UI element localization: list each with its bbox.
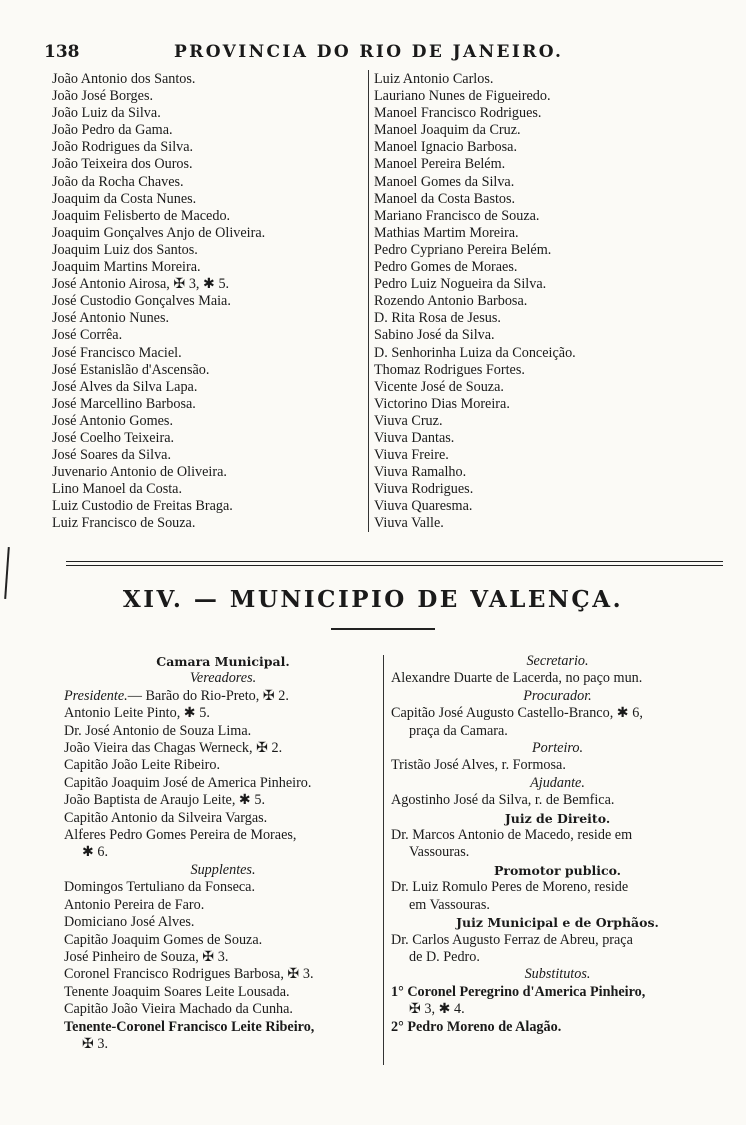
list-item: João da Rocha Chaves. <box>52 173 184 190</box>
supplente-entry: Tenente Joaquim Soares Leite Lousada. <box>64 983 290 1000</box>
supplente-entry: Capitão Joaquim Gomes de Souza. <box>64 931 263 948</box>
list-item: Manoel Ignacio Barbosa. <box>374 139 518 156</box>
list-item: Pedro Luiz Nogueira da Silva. <box>374 276 547 293</box>
secretario-entry: Alexandre Duarte de Lacerda, no paço mun. <box>391 670 643 687</box>
juiz-municipal-heading: Juiz Municipal e de Orphãos. <box>456 915 659 931</box>
page-header <box>44 42 724 66</box>
list-item: João Luiz da Silva. <box>52 105 161 122</box>
substituto-1-cont: ✠ 3, ✱ 4. <box>409 1001 465 1018</box>
supplente-entry: Antonio Pereira de Faro. <box>64 896 205 913</box>
list-item: José Corrêa. <box>52 327 123 344</box>
list-item: João Antonio dos Santos. <box>52 71 196 87</box>
list-item: José Marcellino Barbosa. <box>52 395 196 412</box>
substituto-2: 2° Pedro Moreno de Alagão. <box>391 1018 562 1035</box>
substitutos-heading: Substitutos. <box>524 966 591 983</box>
section-rule-upper <box>66 561 723 562</box>
list-item: José Estanislão d'Ascensão. <box>52 361 210 378</box>
list-item: D. Rita Rosa de Jesus. <box>374 310 501 327</box>
list-item: Juvenario Antonio de Oliveira. <box>52 464 227 481</box>
list-item: D. Senhorinha Luiza da Conceição. <box>374 344 576 361</box>
municipal-chamber-column <box>64 653 382 1053</box>
list-item: José Antonio Nunes. <box>52 310 170 327</box>
list-item: Pedro Cypriano Pereira Belém. <box>374 241 552 258</box>
list-item: Manoel da Costa Bastos. <box>374 190 516 207</box>
alferes-line: Alferes Pedro Gomes Pereira de Moraes, <box>64 827 297 844</box>
names-list-right <box>374 71 576 533</box>
vereador-entry: Dr. José Antonio de Souza Lima. <box>64 722 252 739</box>
vereador-entry: João Baptista de Araujo Leite, ✱ 5. <box>64 792 266 809</box>
tenente-line: Tenente-Coronel Francisco Leite Ribeiro, <box>64 1018 315 1035</box>
vereadores-heading: Vereadores. <box>189 670 257 687</box>
title-underline <box>331 628 435 630</box>
column-divider-top <box>368 70 369 532</box>
list-item: Mariano Francisco de Souza. <box>374 207 540 224</box>
vereador-entry: João Vieira das Chagas Werneck, ✠ 2. <box>64 740 283 757</box>
presidente-text: — Barão do Rio-Preto, ✠ 2. <box>127 687 289 704</box>
promotor-entry: Dr. Luiz Romulo Peres de Moreno, reside <box>391 879 629 896</box>
list-item: Vicente José de Souza. <box>374 378 504 395</box>
juiz-direito-entry: Dr. Marcos Antonio de Macedo, reside em <box>391 827 633 844</box>
officials-column <box>391 653 724 1036</box>
running-title: PROVINCIA DO RIO DE JANEIRO. <box>174 42 564 62</box>
list-item: José Soares da Silva. <box>52 447 172 464</box>
presidente-label: Presidente. <box>64 687 128 704</box>
list-item: Manoel Gomes da Silva. <box>374 173 515 190</box>
list-item: Luiz Antonio Carlos. <box>374 71 494 87</box>
juiz-municipal-entry: Dr. Carlos Augusto Ferraz de Abreu, praça <box>391 931 633 948</box>
list-item: José Custodio Gonçalves Maia. <box>52 293 231 310</box>
list-item: Joaquim Gonçalves Anjo de Oliveira. <box>52 224 266 241</box>
tenente-line-cont: ✠ 3. <box>82 1035 109 1052</box>
porteiro-heading: Porteiro. <box>531 740 584 757</box>
juiz-direito-heading: Juiz de Direito. <box>504 810 611 826</box>
list-item: Victorino Dias Moreira. <box>374 395 510 412</box>
section-title: XIV. — MUNICIPIO DE VALENÇA. <box>122 586 624 613</box>
list-item: Luiz Custodio de Freitas Braga. <box>52 498 233 515</box>
list-item: Viuva Dantas. <box>374 429 455 446</box>
list-item: José Antonio Airosa, ✠ 3, ✱ 5. <box>52 276 230 293</box>
list-item: Viuva Quaresma. <box>374 498 473 515</box>
list-item: Mathias Martim Moreira. <box>374 224 519 241</box>
list-item: José Francisco Maciel. <box>52 344 182 361</box>
vereador-entry: Capitão Antonio da Silveira Vargas. <box>64 809 268 826</box>
camara-heading: Camara Municipal. <box>156 654 290 669</box>
list-item: Joaquim Felisberto de Macedo. <box>52 207 231 224</box>
supplente-entry: José Pinheiro de Souza, ✠ 3. <box>64 948 229 965</box>
list-item: Viuva Freire. <box>374 447 449 464</box>
vereadores-list <box>64 705 382 827</box>
list-item: Luiz Francisco de Souza. <box>52 515 196 532</box>
list-item: Lino Manoel da Costa. <box>52 481 183 498</box>
list-item: Manoel Pereira Belém. <box>374 156 506 173</box>
list-item: Viuva Ramalho. <box>374 464 467 481</box>
secretario-heading: Secretario. <box>526 653 589 669</box>
vereador-entry: Capitão João Leite Ribeiro. <box>64 757 221 774</box>
list-item: Viuva Valle. <box>374 515 444 532</box>
juiz-municipal-entry-cont: de D. Pedro. <box>409 948 480 965</box>
promotor-entry-cont: em Vassouras. <box>409 896 490 913</box>
substituto-1: 1° Coronel Peregrino d'America Pinheiro, <box>391 983 646 1000</box>
list-item: Viuva Cruz. <box>374 412 443 429</box>
procurador-entry: Capitão José Augusto Castello-Branco, ✱ 6, <box>391 705 643 722</box>
list-item: Thomaz Rodrigues Fortes. <box>374 361 525 378</box>
juiz-direito-entry-cont: Vassouras. <box>409 844 470 861</box>
list-item: João Teixeira dos Ouros. <box>52 156 193 173</box>
list-item: Lauriano Nunes de Figueiredo. <box>374 88 551 105</box>
list-item: José Coelho Teixeira. <box>52 429 175 446</box>
list-item: Manoel Joaquim da Cruz. <box>374 122 521 139</box>
list-item: Manoel Francisco Rodrigues. <box>374 105 542 122</box>
list-item: João José Borges. <box>52 88 154 105</box>
list-item: João Pedro da Gama. <box>52 122 173 139</box>
promotor-heading: Promotor publico. <box>493 862 622 878</box>
procurador-entry-cont: praça da Camara. <box>409 722 508 739</box>
porteiro-entry: Tristão José Alves, r. Formosa. <box>391 757 566 774</box>
alferes-line-cont: ✱ 6. <box>82 844 109 861</box>
supplentes-list <box>64 879 382 1018</box>
names-list-left <box>52 71 265 533</box>
supplente-entry: Coronel Francisco Rodrigues Barbosa, ✠ 3. <box>64 966 314 983</box>
procurador-heading: Procurador. <box>523 687 592 704</box>
supplentes-heading: Supplentes. <box>190 861 256 878</box>
vereador-entry: Capitão Joaquim José de America Pinheiro. <box>64 774 312 791</box>
list-item: Pedro Gomes de Moraes. <box>374 259 518 276</box>
section-rule-lower <box>66 565 723 566</box>
list-item: José Antonio Gomes. <box>52 412 173 429</box>
column-divider-bottom <box>383 655 384 1065</box>
supplente-entry: Domingos Tertuliano da Fonseca. <box>64 879 256 896</box>
list-item: Joaquim Luiz dos Santos. <box>52 241 198 258</box>
supplente-entry: Capitão João Vieira Machado da Cunha. <box>64 1001 293 1018</box>
page-number: 138 <box>44 42 80 62</box>
ajudante-entry: Agostinho José da Silva, r. de Bemfica. <box>391 792 615 809</box>
list-item: José Alves da Silva Lapa. <box>52 378 198 395</box>
list-item: Viuva Rodrigues. <box>374 481 474 498</box>
list-item: Joaquim Martins Moreira. <box>52 259 201 276</box>
vereador-entry: Antonio Leite Pinto, ✱ 5. <box>64 705 210 722</box>
list-item: Rozendo Antonio Barbosa. <box>374 293 528 310</box>
list-item: Sabino José da Silva. <box>374 327 495 344</box>
ajudante-heading: Ajudante. <box>530 774 585 791</box>
presidente-line <box>64 688 382 705</box>
supplente-entry: Domiciano José Alves. <box>64 914 195 931</box>
list-item: Joaquim da Costa Nunes. <box>52 190 197 207</box>
list-item: João Rodrigues da Silva. <box>52 139 194 156</box>
